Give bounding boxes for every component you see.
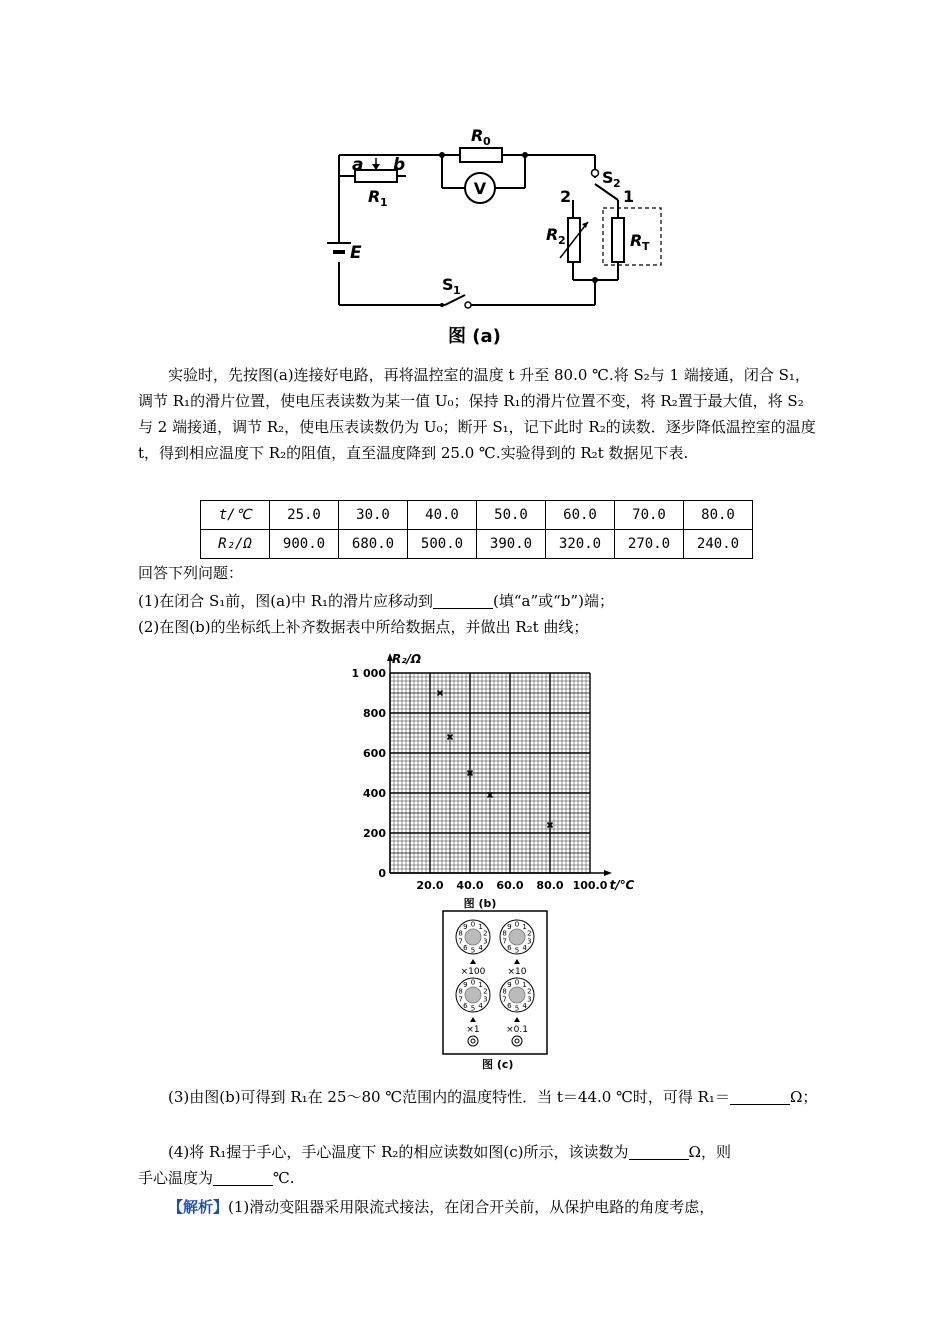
y-axis-label: R₂/Ω	[392, 652, 422, 666]
voltmeter-label: V	[473, 179, 487, 198]
dial-digit: 6	[463, 1002, 468, 1011]
question-3: (3)由图(b)可得到 R₁在 25～80 ℃范围内的温度特性．当 t＝44.0 ℃时，可得 R₁＝ Ω；	[168, 1088, 818, 1106]
dial-digit: 9	[507, 922, 512, 931]
answer-blank[interactable]	[629, 1143, 689, 1160]
dial-digit: 7	[502, 937, 507, 946]
dial-digit: 3	[483, 995, 488, 1004]
dial-digit: 2	[483, 929, 488, 938]
label-r0: R	[471, 126, 484, 145]
x-tick-label: 40.0	[456, 879, 484, 892]
dial-digit: 6	[507, 944, 512, 953]
dial-digit: 8	[502, 987, 507, 996]
label-s1: S	[442, 275, 454, 294]
answer-blank[interactable]	[433, 592, 493, 609]
circuit-diagram	[320, 110, 680, 320]
dial-digit: 4	[522, 944, 527, 953]
svg-text:T: T	[642, 240, 650, 253]
dial-digit: 6	[463, 944, 468, 953]
analysis-tag: 【解析】	[168, 1198, 229, 1216]
dial-digit: 1	[522, 922, 527, 931]
table-row: t/℃ 25.0 30.0 40.0 50.0 60.0 70.0 80.0	[201, 501, 753, 530]
y-tick-label: 400	[363, 787, 386, 800]
dial-digit: 0	[514, 978, 520, 987]
dial-digit: 8	[502, 929, 507, 938]
dial-digit: 8	[458, 929, 463, 938]
label-e: E	[350, 243, 362, 263]
dial-digit: 5	[470, 1004, 476, 1013]
y-tick-label: 1 000	[351, 667, 386, 680]
figure-c-caption: 图 (c)	[482, 1058, 514, 1071]
dial-digit: 1	[478, 980, 483, 989]
svg-text:1: 1	[453, 284, 461, 297]
dial-digit: 7	[458, 995, 463, 1004]
x-tick-label: 60.0	[496, 879, 524, 892]
answer-blank[interactable]	[730, 1088, 790, 1105]
x-tick-label: 80.0	[536, 879, 564, 892]
dial-digit: 3	[527, 937, 532, 946]
dial-digit: 3	[527, 995, 532, 1004]
dial-digit: 1	[522, 980, 527, 989]
data-table	[200, 500, 753, 559]
dial-digit: 0	[514, 920, 520, 929]
svg-text:0: 0	[483, 135, 491, 148]
figure-b-caption: 图 (b)	[463, 897, 497, 910]
dial-digit: 9	[463, 922, 468, 931]
label-rt: R	[630, 231, 643, 250]
svg-text:2: 2	[558, 234, 566, 247]
y-tick-label: 600	[363, 747, 386, 760]
dial-digit: 7	[502, 995, 507, 1004]
dial-digit: 5	[514, 946, 520, 955]
dial-digit: 5	[514, 1004, 520, 1013]
dial-digit: 5	[470, 946, 476, 955]
dial-digit: 1	[478, 922, 483, 931]
dial-digit: 0	[470, 978, 476, 987]
y-tick-label: 800	[363, 707, 386, 720]
dial-digit: 2	[527, 987, 532, 996]
dial-digit: 4	[478, 1002, 483, 1011]
x-axis-arrow	[604, 870, 612, 876]
label-s2: S	[602, 168, 614, 187]
figure-a-caption: 图 (a)	[448, 326, 501, 347]
dial-digit: 6	[507, 1002, 512, 1011]
x-axis-label: t/℃	[609, 878, 635, 892]
table-header-r2: R₂/Ω	[201, 530, 270, 559]
question-1: (1)在闭合 S₁前，图(a)中 R₁的滑片应移动到 (填“a”或“b”)端；	[138, 592, 614, 610]
dial-digit: 2	[483, 987, 488, 996]
label-r2: R	[546, 225, 559, 244]
dial-digit: 4	[478, 944, 483, 953]
svg-text:2: 2	[613, 177, 621, 190]
dial-digit: 8	[458, 987, 463, 996]
dial-knob	[509, 929, 525, 945]
experiment-paragraph: 实验时，先按图(a)连接好电路，再将温控室的温度 t 升至 80.0 ℃.将 S₂与 1 端接通，闭合 S₁，调节 R₁的滑片位置，使电压表读数为某一值 U₀；保持 R₁的滑片位置不变，将 R₂置于最大值，将 S₂与 2 端接通，调节 R₂，使电压表读数仍为 U₀；断开 S₁，记下此时 R₂的读数．逐步降低温控室的温度 t，得到相应温度下 R₂的阻值，直至温度降到 25.0 ℃.实验得到的 R₂t 数据见下表.	[138, 366, 816, 462]
dial-digit: 4	[522, 1002, 527, 1011]
svg-text:1: 1	[380, 196, 388, 209]
dial-digit: 0	[470, 920, 476, 929]
r2-t-chart	[340, 645, 650, 915]
table-header-t: t/℃	[201, 501, 270, 530]
dial-digit: 9	[463, 980, 468, 989]
dial-multiplier: ×100	[460, 967, 486, 977]
answer-intro: 回答下列问题：	[138, 564, 244, 582]
label-terminal-2: 2	[560, 187, 572, 206]
dial-multiplier: ×1	[466, 1025, 480, 1035]
x-tick-label: 20.0	[416, 879, 444, 892]
label-r1: R	[368, 187, 381, 206]
dial-digit: 3	[483, 937, 488, 946]
x-tick-label: 100.0	[572, 879, 608, 892]
dial-knob	[465, 987, 481, 1003]
dial-digit: 7	[458, 937, 463, 946]
dial-knob	[509, 987, 525, 1003]
label-a: a	[352, 155, 364, 175]
dial-multiplier: ×10	[507, 967, 527, 977]
dial-digit: 9	[507, 980, 512, 989]
resistance-box	[442, 910, 548, 1055]
dial-knob	[465, 929, 481, 945]
dial-digit: 2	[527, 929, 532, 938]
dial-multiplier: ×0.1	[506, 1025, 528, 1035]
answer-blank[interactable]	[213, 1169, 273, 1186]
label-b: b	[393, 155, 406, 175]
y-tick-label: 200	[363, 827, 386, 840]
y-tick-label: 0	[378, 867, 386, 880]
question-4: (4)将 R₁握于手心，手心温度下 R₂的相应读数如图(c)所示，该读数为 Ω，则 手心温度为 ℃.	[138, 1143, 731, 1187]
analysis-paragraph: 【解析】(1)滑动变阻器采用限流式接法，在闭合开关前，从保护电路的角度考虑，	[138, 1194, 818, 1220]
table-row: R₂/Ω 900.0 680.0 500.0 390.0 320.0 270.0 240.0	[201, 530, 753, 559]
label-terminal-1: 1	[623, 187, 635, 206]
question-2: (2)在图(b)的坐标纸上补齐数据表中所给数据点，并做出 R₂t 曲线；	[138, 618, 589, 636]
